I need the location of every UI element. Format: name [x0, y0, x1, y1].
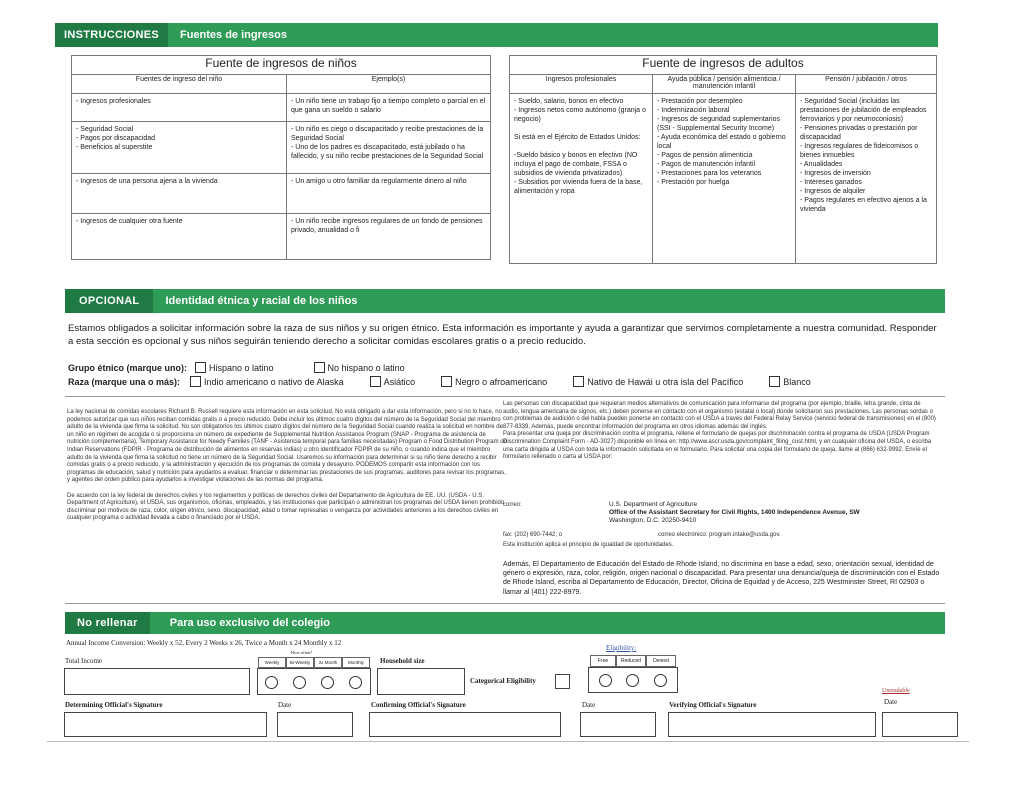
mail-line: Office of the Assistant Secretary for Civil Rights, 1400 Independence Avenue, SW: [609, 509, 860, 516]
children-row-example: - Un amigo u otro familiar da regularmente dinero al niño: [287, 174, 491, 214]
determining-label: Determining Official's Signature: [65, 701, 163, 709]
school-use-band: [65, 612, 945, 634]
legal-left-text: La ley nacional de comidas escolares Richard B. Russell requiere esta información en esta solicitud. No está obligado a dar esta información, pero si no lo hace, no podemos autorizar que sus niños reciban comidas gratis o a precio reducido. Debe incluir los últimos cuatro dígitos del número de la Seguridad Social del miembro adulto de la vivienda que firma la solicitud. No son obligatorios los últimos cuatro dígitos del número de la Seguridad Social cuando realiza la solicitud en nombre de un niño en régimen de acogida o si proporciona un número de expediente de Supplemental Nutrition Assistance Program (SNAP - Programa de asistencia de nutrición complementaria), Temporary Assistance for Needy Families (TANF - Asistencia temporal para familias necesitadas) Program o Food Distribution Program on Indian Reservations (FDPIR - Programa de distribución de alimentos en reservas indias) u otro identificador FDPIR de su niño, o cuando indica que el miembro adulto de la vivienda que firma la solicitud no tiene un número de la Seguridad Social. Usaremos su información para determinar si su niño tiene derecho a recibir comidas gratis o a precio reducido, y la administración y ejecución de los programas de comida y desayuno. PODEMOS compartir esta información con los programas de educación, salud y nutrición para ayudarlos a evaluar, financiar o determinar las prestaciones de sus programas, auditores para revisar los programas, y agentes del orden público para ayudarlos a investigar violaciones de las normas del programa. De acuerdo con la ley federal de derechos civiles y los reglamentos y políticas de derechos civiles del Departamento de Agricultura de EE. UU. (USDA - U.S. Department of Agriculture), el USDA, sus organismos, oficinas, empleados, y las instituciones que participan o administran los programas del USDA tienen prohibido discriminar por motivos de raza, color, origen étnico, sexo, discapacidad, edad o tomar represalias o venganza por actividades anteriores a los derechos civiles en cualquier programa o actividad llevada a cabo o financiado por el USDA.: [67, 409, 507, 522]
date1-label: Date: [278, 701, 292, 709]
ethnic-group-row: [68, 362, 405, 373]
freq-twice-month: 2x Month: [314, 657, 342, 668]
categorical-checkbox[interactable]: [555, 674, 570, 689]
date3-field[interactable]: [882, 712, 958, 737]
children-row-source: - Ingresos de una persona ajena a la vivienda: [72, 174, 287, 214]
date1-field[interactable]: [277, 712, 353, 737]
mail-line: U.S. Department of Agriculture: [609, 501, 698, 508]
freq-biweekly: Bi-Weekly: [286, 657, 314, 668]
legal-right-text: Las personas con discapacidad que requieran medios alternativos de comunicación para informarse del programa (por ejemplo, braille, letra grande, cinta de audio, lengua americana de signos, etc.) deben ponerse en contacto con el organismo (estatal o local) donde solicitaron sus prestaciones. Las personas sordas o con problemas de audición o del habla pueden ponerse en contacto con el USDA a través del Federal Relay Service (servicio federal de transmisiones) en el (800) 877-8339. Además, puede encontrar información del programa en otros idiomas además del inglés. Para presentar una queja por discriminación contra el programa, rellene el formulario de quejas por discriminación contra el programa de USDA (USDA Program Discrimination Complaint Form - AD-3027) disponible en línea en: http://www.ascr.usda.gov/complaint_filing_cust.html, y en cualquier oficina del USDA, o escriba una carta dirigida al USDA con toda la información solicitada en el formulario. Para solicitar una copia del formulario de queja, llame al (866) 632-9992. Envíe el formulario rellenado o carta al USDA por:: [503, 401, 936, 461]
race-option: Negro o afroamericano: [455, 376, 548, 387]
race-label: Raza (marque una o más):: [68, 376, 181, 387]
optional-band: [65, 289, 945, 313]
adults-work-cell: - Sueldo, salario, bonos en efectivo - Ingresos netos como autónomo (granja o negocio) Si está en el Ejército de Estados Unidos: -Sueldo básico y bonos en efectivo (NO incluya el pago de combate, FSSA o subsidios de vivienda privatizados) - Subsidios por vivienda fuera de la base, alimentación y ropa: [510, 94, 653, 264]
household-size-field[interactable]: [377, 668, 465, 695]
freq-monthly: Monthly: [342, 657, 370, 668]
household-size-label: Household size: [380, 657, 425, 665]
adults-col-pension: Pensión / jubilación / otros: [796, 75, 937, 94]
rhode-island-notice: Además, El Departamento de Educación del Estado de Rhode Island, no discrimina en base a edad, sexo, orientación sexual, identidad de género o expresión, raza, color, religión, origen nacional o discapacidad. Para presentar una denuncia/queja de discriminación con el Estado de Rhode Island, escriba al Departamento de Educación, Director, Oficina de Equidad y de Acceso, 225 Westminster Street, RI 02903 o llamar al (401) 222-8979.: [503, 561, 940, 596]
confirming-label: Confirming Official's Signature: [371, 701, 466, 709]
determining-signature-field[interactable]: [64, 712, 267, 737]
children-income-table: [71, 55, 491, 260]
total-income-field[interactable]: [64, 668, 250, 695]
children-col-example: Ejemplo(s): [287, 75, 491, 94]
divider: [65, 603, 945, 604]
equal-opportunity: Esta institución aplica el principio de igualdad de oportunidades.: [503, 542, 674, 548]
categorical-label: Categorical Eligibility: [470, 677, 536, 685]
race-white-checkbox[interactable]: [769, 376, 780, 387]
race-option: Nativo de Hawái u otra isla del Pacífico: [587, 376, 744, 387]
unreadable-label: Unreadable: [882, 688, 910, 694]
children-row-source: - Ingresos de cualquier otra fuente: [72, 214, 287, 260]
children-row-source: - Seguridad Social - Pagos por discapacidad - Beneficios al superstite: [72, 122, 287, 174]
race-asian-checkbox[interactable]: [370, 376, 381, 387]
confirming-signature-field[interactable]: [369, 712, 561, 737]
total-income-label: Total Income: [65, 657, 103, 665]
ethnic-label: Grupo étnico (marque uno):: [68, 362, 187, 373]
instructions-title: Fuentes de ingresos: [179, 29, 287, 41]
date2-label: Date: [582, 701, 596, 709]
verifying-label: Verifying Official's Signature: [669, 701, 757, 709]
email-line: correo electrónico: program.intake@usda.gov.: [658, 532, 781, 538]
freq-twice-month-radio[interactable]: [321, 676, 334, 689]
adults-assistance-cell: - Prestación por desempleo - Indemnización laboral - Ingresos de seguridad suplementarios (SSI - Supplemental Security Income) - Ayuda económica del estado o gobierno local - Pagos de pensión alimenticia - Pagos de manutención infantil - Prestaciones para los veteranos - Prestación por huelga: [653, 94, 796, 264]
race-pacific-checkbox[interactable]: [573, 376, 584, 387]
children-row-example: - Un niño tiene un trabajo fijo a tiempo completo o parcial en el que gana un sueldo o salario: [287, 94, 491, 122]
non-hispanic-label: No hispano o latino: [327, 362, 405, 373]
hispanic-checkbox[interactable]: [195, 362, 206, 373]
optional-tag: OPCIONAL: [65, 289, 153, 313]
children-col-source: Fuentes de ingreso del niño: [72, 75, 287, 94]
adults-col-assistance: Ayuda pública / pensión alimenticia / manutención infantil: [653, 75, 796, 94]
how-often-label: How often?: [291, 650, 313, 655]
eligibility-label: Eligibility:: [606, 644, 637, 652]
mail-label: correo:: [503, 502, 522, 508]
bottom-rule: [47, 741, 969, 742]
fax-line: fax: (202) 690-7442; o: [503, 532, 563, 538]
children-row-example: - Un niño es ciego o discapacitado y recibe prestaciones de la Seguridad Social - Uno de los padres es discapacitado, está jubilado o ha fallecido, y su niño recibe prestaciones de la Seguridad Social: [287, 122, 491, 174]
date3-label: Date: [884, 698, 898, 706]
freq-biweekly-radio[interactable]: [293, 676, 306, 689]
race-native-american-checkbox[interactable]: [190, 376, 201, 387]
freq-monthly-radio[interactable]: [349, 676, 362, 689]
conversion-note: Annual Income Conversion: Weekly x 52, Every 2 Weeks x 26, Twice a Month x 24 Monthly x 12: [66, 639, 342, 647]
children-table-title: Fuente de ingresos de niños: [72, 56, 491, 75]
school-use-tag: No rellenar: [65, 612, 150, 634]
elig-denied: Denied: [646, 655, 676, 667]
hispanic-label: Hispano o latino: [209, 362, 274, 373]
divider: [65, 396, 945, 397]
date2-field[interactable]: [580, 712, 656, 737]
children-row-example: - Un niño recibe ingresos regulares de un fondo de pensiones privado, anualidad o fi: [287, 214, 491, 260]
mail-address: [609, 501, 860, 525]
school-use-title: Para uso exclusivo del colegio: [169, 617, 330, 629]
elig-free-radio[interactable]: [599, 674, 612, 687]
children-row-source: - Ingresos profesionales: [72, 94, 287, 122]
race-row: [68, 376, 811, 387]
elig-denied-radio[interactable]: [654, 674, 667, 687]
freq-weekly-radio[interactable]: [265, 676, 278, 689]
freq-weekly: Weekly: [258, 657, 286, 668]
adults-income-table: [509, 55, 937, 264]
instructions-band: [55, 23, 938, 47]
verifying-signature-field[interactable]: [668, 712, 876, 737]
optional-title: Identidad étnica y racial de los niños: [165, 295, 358, 307]
adults-table-title: Fuente de ingresos de adultos: [510, 56, 937, 75]
optional-intro: Estamos obligados a solicitar información sobre la raza de sus niños y su origen étnico. Esta información es importante y ayuda a garantizar que servimos completamente a nuestra comunidad. Responder a esta sección es opcional y sus niños seguirán teniendo derecho a solicitar comidas escolares gratis o a precio reducido.: [68, 323, 937, 347]
race-option: Asiático: [383, 376, 416, 387]
mail-line: Washington, D.C. 20250-9410: [609, 517, 697, 524]
race-option: Indio americano o nativo de Alaska: [204, 376, 344, 387]
elig-free: Free: [590, 655, 616, 667]
elig-reduced-radio[interactable]: [626, 674, 639, 687]
race-option: Blanco: [783, 376, 811, 387]
adults-col-work: Ingresos profesionales: [510, 75, 653, 94]
race-black-checkbox[interactable]: [441, 376, 452, 387]
elig-reduced: Reduced: [616, 655, 646, 667]
adults-pension-cell: - Seguridad Social (incluidas las prestaciones de jubilación de empleados ferroviarios y por neumoconiosis) - Pensiones privadas o prestación por discapacidad - Ingresos regulares de fideicomisos o bienes inmuebles - Anualidades - Ingresos de inversión - Intereses ganados - Ingresos de alquiler - Pagos regulares en efectivo ajenos a la vivienda: [796, 94, 937, 264]
instructions-tag: INSTRUCCIONES: [55, 23, 168, 47]
non-hispanic-checkbox[interactable]: [314, 362, 325, 373]
